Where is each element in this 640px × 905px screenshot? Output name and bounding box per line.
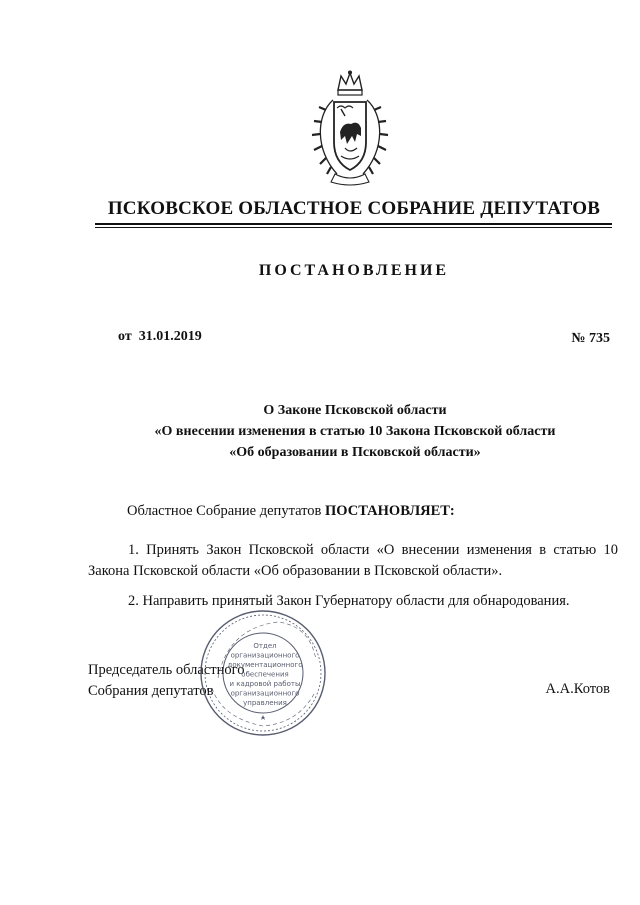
position-line: Собрания депутатов <box>88 683 214 699</box>
stamp-text-line: организационного <box>230 651 300 660</box>
signatory-name: А.А.Котов <box>545 681 610 697</box>
heading-line: О Законе Псковской области <box>263 403 447 418</box>
organization-title: ПСКОВСКОЕ ОБЛАСТНОЕ СОБРАНИЕ ДЕПУТАТОВ <box>107 198 601 219</box>
stamp-text-line: управления <box>243 699 287 707</box>
heading-line: «О внесении изменения в статью 10 Закона Псковской области <box>154 424 556 439</box>
resolution-item-1: 1. Принять Закон Псковской области «О внесении изменения в статью 10 Закона Псковской области «Об образовании в Псковской области». <box>88 542 618 579</box>
stamp-text-line: документационного <box>227 661 303 669</box>
document-number <box>571 331 610 347</box>
coat-of-arms-icon <box>311 70 389 188</box>
stamp-text-line: Отдел <box>253 642 277 650</box>
stamp-text-block <box>227 642 302 707</box>
official-stamp-icon <box>198 608 328 738</box>
preamble-text: Областное Собрание депутатов <box>127 503 322 519</box>
number-prefix: № <box>571 331 586 346</box>
preamble <box>127 503 455 520</box>
date-prefix: от <box>118 329 132 344</box>
position-line: Председатель областного <box>88 662 245 678</box>
number-value: 735 <box>589 331 610 346</box>
preamble-emphasis: ПОСТАНОВЛЯЕТ: <box>325 503 455 519</box>
date-value: 31.01.2019 <box>138 329 202 344</box>
stamp-text-line: и кадровой работы <box>229 680 301 688</box>
heading-line: «Об образовании в Псковской области» <box>229 445 481 460</box>
stamp-text-line: организационного <box>230 689 300 698</box>
header-rule-thin <box>95 227 612 228</box>
document-date <box>118 329 202 345</box>
document-heading <box>0 400 640 463</box>
stamp-text-line: обеспечения <box>241 670 289 679</box>
document-type: ПОСТАНОВЛЕНИЕ <box>258 262 450 279</box>
resolution-item-2: 2. Направить принятый Закон Губернатору области для обнародования. <box>128 593 570 609</box>
header-rule <box>95 223 612 225</box>
